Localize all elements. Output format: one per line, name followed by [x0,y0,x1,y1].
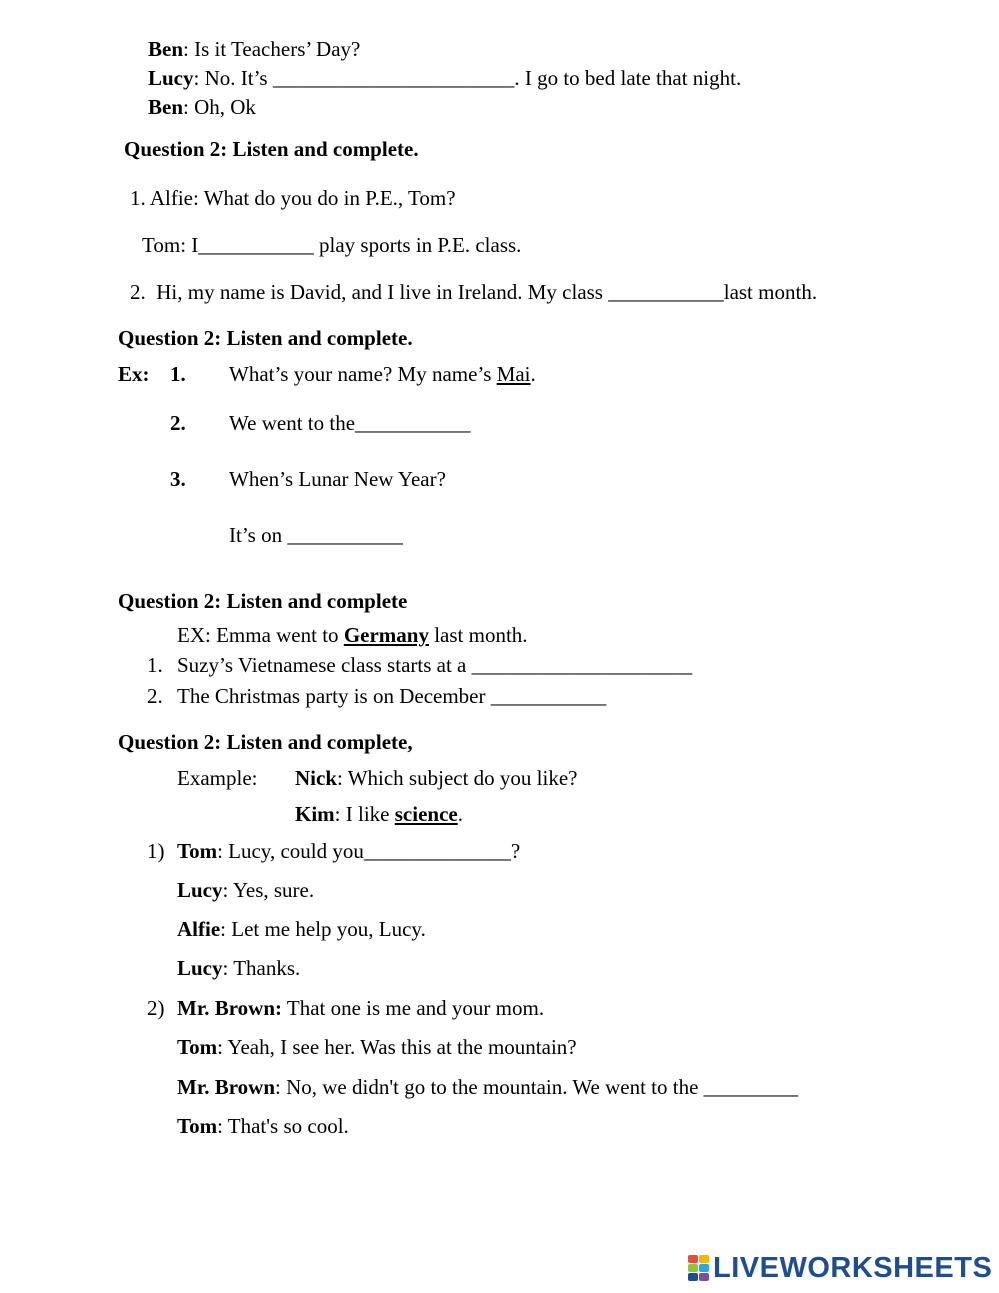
question-item [229,361,536,387]
dialogue-line [177,995,544,1021]
line-text: : Which subject do you like? [337,766,578,790]
dialogue-line [177,1113,349,1139]
dialogue-line [177,877,314,903]
line-text: : No, we didn't go to the mountain. We went to the _________ [275,1075,799,1099]
speaker: Mr. Brown [177,1075,276,1099]
example-answer: Germany [343,623,429,647]
line-text: That one is me and your mom. [282,996,545,1020]
line-text: : Is it Teachers’ Day? [183,37,361,61]
item-number: 1) [147,839,165,863]
speaker: Mr. Brown: [177,996,282,1020]
liveworksheets-logo-icon [688,1255,709,1281]
example-answer: Mai [496,362,531,386]
speaker: Tom [177,1035,218,1059]
example-answer: science [394,802,458,826]
dialogue-line [295,765,577,791]
question-item: 2. Hi, my name is David, and I live in Ireland. My class ___________last month. [130,280,818,304]
question-heading: Question 2: Listen and complete. [118,326,413,350]
line-end: . [457,802,463,826]
answer-line: It’s on ___________ [229,523,403,547]
dialogue-line [148,65,741,91]
speaker: Lucy [148,66,194,90]
answer-line: Tom: I___________ play sports in P.E. class. [142,233,522,257]
speaker: Alfie [177,917,221,941]
dialogue-line [295,801,463,827]
question-item: The Christmas party is on December ___________ [177,684,607,708]
question-heading: Question 2: Listen and complete, [118,730,413,754]
item-text: What’s your name? My name’s [229,362,497,386]
item-end: . [530,362,536,386]
question-item: We went to the___________ [229,411,471,435]
speaker: Ben [148,37,184,61]
line-text: : Let me help you, Lucy. [220,917,426,941]
logo-square [699,1273,709,1281]
speaker: Kim [295,802,335,826]
dialogue-line [148,36,360,62]
logo-square [688,1273,698,1281]
item-number: 2. [170,411,186,435]
line-text: : That's so cool. [217,1114,349,1138]
dialogue-line [177,1034,577,1060]
dialogue-line [177,916,426,942]
item-number: 3. [170,467,186,491]
line-text: : No. It’s _______________________. I go to bed late that night. [193,66,742,90]
example-label: Ex: [118,362,150,386]
item-number: 2. [147,684,163,708]
logo-text: LIVEWORKSHEETS [713,1251,993,1284]
dialogue-line [177,955,300,981]
line-text: : Yeah, I see her. Was this at the mountain? [217,1035,577,1059]
line-text: : Lucy, could you______________? [217,839,521,863]
example-text: EX: Emma went to [177,623,344,647]
logo-square [688,1255,698,1263]
question-heading: Question 2: Listen and complete. [124,137,419,161]
logo-square [688,1264,698,1272]
logo-square [699,1255,709,1263]
question-item: 1. Alfie: What do you do in P.E., Tom? [130,186,456,210]
question-heading: Question 2: Listen and complete [118,589,408,613]
question-item: When’s Lunar New Year? [229,467,446,491]
dialogue-line [177,1074,798,1100]
example-label: Example: [177,766,258,790]
item-number: 1. [147,653,163,677]
example-text: last month. [428,623,528,647]
speaker: Tom [177,1114,218,1138]
question-item: Suzy’s Vietnamese class starts at a _____________________ [177,653,693,677]
liveworksheets-logo[interactable] [688,1250,992,1286]
speaker: Ben [148,95,184,119]
logo-square [699,1264,709,1272]
line-text: : Yes, sure. [222,878,315,902]
item-number: 2) [147,996,165,1020]
line-text: : I like [334,802,395,826]
example-line [177,622,528,648]
speaker: Tom [177,839,218,863]
line-text: : Oh, Ok [183,95,256,119]
dialogue-line [177,838,520,864]
speaker: Lucy [177,878,223,902]
line-text: : Thanks. [222,956,301,980]
dialogue-line [148,94,256,120]
item-number: 1. [170,362,186,386]
speaker: Nick [295,766,337,790]
speaker: Lucy [177,956,223,980]
